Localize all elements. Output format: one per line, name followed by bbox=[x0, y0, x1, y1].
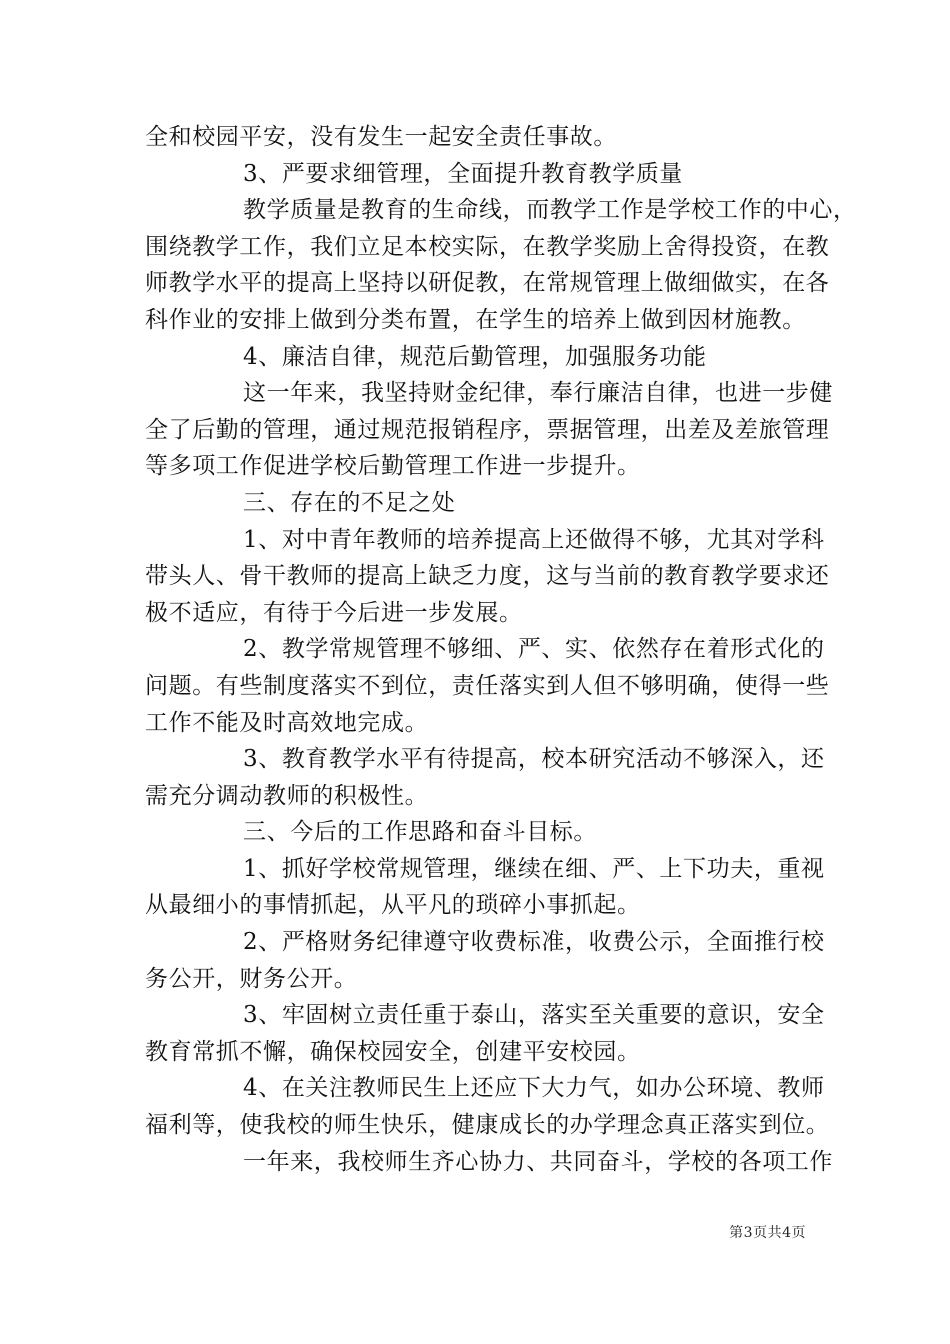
paragraph-line: 工作不能及时高效地完成。 bbox=[145, 709, 429, 736]
paragraph-line: 围绕教学工作，我们立足本校实际，在教学奖励上舍得投资，在教 bbox=[145, 233, 830, 260]
document-body bbox=[145, 119, 857, 1180]
paragraph-line: 一年来，我校师生齐心协力、共同奋斗，学校的各项工作 bbox=[243, 1148, 833, 1175]
paragraph-line: 全和校园平安，没有发生一起安全责任事故。 bbox=[145, 124, 617, 150]
paragraph-line: 科作业的安排上做到分类布置，在学生的培养上做到因材施教。 bbox=[145, 306, 806, 333]
paragraph-line: 这一年来，我坚持财金纪律，奉行廉洁自律，也进一步健 bbox=[243, 380, 833, 407]
paragraph-line: 全了后勤的管理，通过规范报销程序，票据管理，出差及差旅管理 bbox=[145, 416, 830, 443]
section-heading: 3、严要求细管理，全面提升教育教学质量 bbox=[243, 160, 684, 187]
paragraph-line: 教学质量是教育的生命线，而教学工作是学校工作的中心， bbox=[243, 197, 857, 224]
page-number-label: 第3页共4页 bbox=[729, 1225, 806, 1241]
paragraph-line: 问题。有些制度落实不到位，责任落实到人但不够明确，使得一些 bbox=[145, 672, 830, 699]
paragraph-line: 4、在关注教师民生上还应下大力气，如办公环境、教师 bbox=[243, 1075, 825, 1102]
paragraph-line: 极不适应，有待于今后进一步发展。 bbox=[145, 599, 523, 626]
section-heading: 4、廉洁自律，规范后勤管理，加强服务功能 bbox=[243, 343, 707, 370]
paragraph-line: 等多项工作促进学校后勤管理工作进一步提升。 bbox=[145, 453, 641, 480]
page-footer bbox=[0, 1222, 806, 1242]
section-heading: 三、存在的不足之处 bbox=[243, 489, 456, 516]
paragraph-line: 2、严格财务纪律遵守收费标准，收费公示，全面推行校 bbox=[243, 929, 825, 956]
paragraph-line: 从最细小的事情抓起，从平凡的琐碎小事抓起。 bbox=[145, 892, 641, 919]
paragraph-line: 带头人、骨干教师的提高上缺乏力度，这与当前的教育教学要求还 bbox=[145, 563, 830, 590]
paragraph-line: 3、牢固树立责任重于泰山，落实至关重要的意识，安全 bbox=[243, 1002, 825, 1029]
paragraph-line: 务公开，财务公开。 bbox=[145, 965, 358, 992]
paragraph-line: 3、教育教学水平有待提高，校本研究活动不够深入，还 bbox=[243, 746, 825, 773]
paragraph-line: 福利等，使我校的师生快乐，健康成长的办学理念真正落实到位。 bbox=[145, 1112, 830, 1139]
paragraph-line: 师教学水平的提高上坚持以研促教，在常规管理上做细做实，在各 bbox=[145, 270, 830, 297]
section-heading: 三、今后的工作思路和奋斗目标。 bbox=[243, 819, 597, 846]
paragraph-line: 1、抓好学校常规管理，继续在细、严、上下功夫，重视 bbox=[243, 855, 825, 882]
paragraph-line: 教育常抓不懈，确保校园安全，创建平安校园。 bbox=[145, 1038, 641, 1065]
paragraph-line: 需充分调动教师的积极性。 bbox=[145, 782, 429, 809]
paragraph-line: 1、对中青年教师的培养提高上还做得不够，尤其对学科 bbox=[243, 526, 825, 553]
paragraph-line: 2、教学常规管理不够细、严、实、依然存在着形式化的 bbox=[243, 636, 825, 663]
